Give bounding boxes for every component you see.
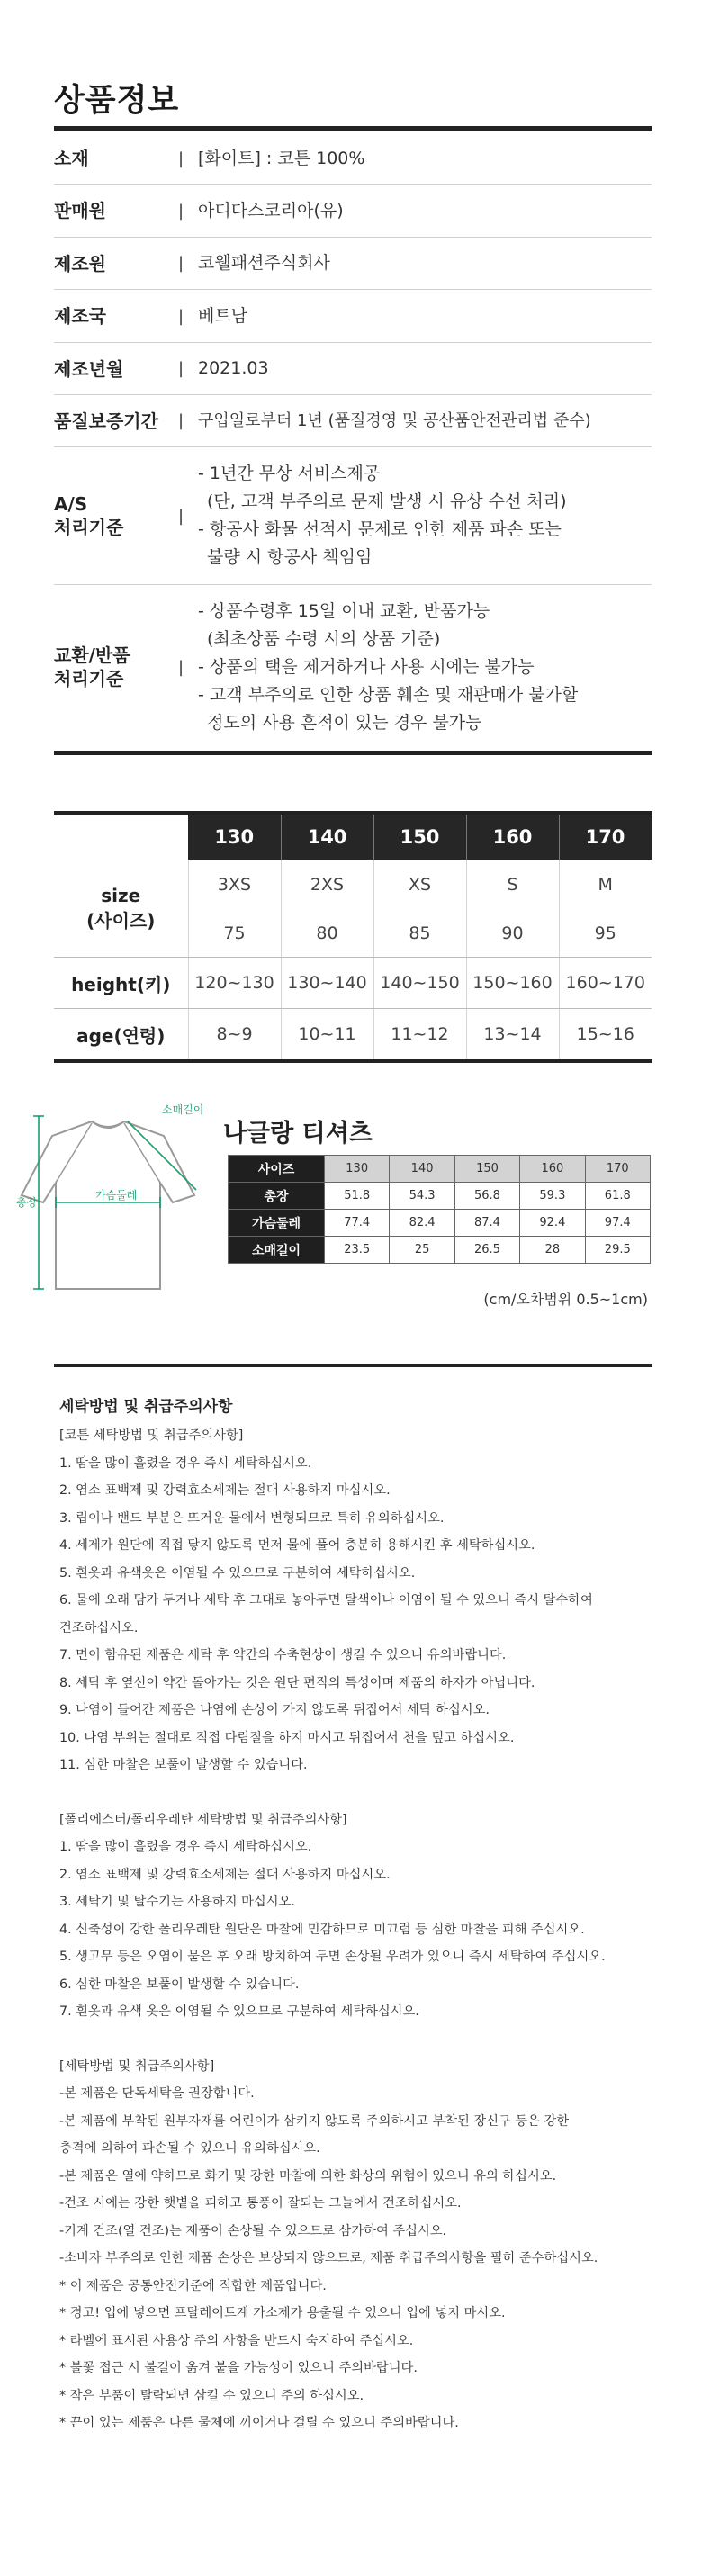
info-value: 베트남: [198, 305, 248, 326]
table-cell: 13~14: [466, 1009, 559, 1062]
measure-row-length: [229, 1183, 651, 1210]
table-cell: 95: [559, 910, 652, 958]
care-line: [세탁방법 및 취급주의사항]: [59, 2058, 215, 2074]
care-line: -본 제품은 단독세탁을 권장합니다.: [59, 2086, 255, 2101]
info-separator: |: [178, 411, 184, 430]
table-cell: 75: [188, 910, 281, 958]
care-line: 10. 나염 부위는 절대로 직접 다림질을 하지 마시고 뒤집어서 천을 덮고 하십시오.: [59, 1730, 515, 1745]
care-line: -건조 시에는 강한 햇볕을 피하고 통풍이 잘되는 그늘에서 건조하십시오.: [59, 2196, 462, 2211]
care-line: 6. 물에 오래 담가 두거나 세탁 후 그대로 놓아두면 탈색이나 이염이 될 수 있으니 즉시 탈수하여: [59, 1593, 593, 1608]
care-line: 4. 세제가 원단에 직접 닿지 않도록 먼저 물에 풀어 충분히 용해시킨 후 세탁하십시오.: [59, 1538, 536, 1553]
title-divider: [54, 126, 652, 131]
info-separator: |: [178, 201, 184, 221]
measure-header-label: 사이즈: [229, 1156, 325, 1183]
care-line: -본 제품은 열에 약하므로 화기 및 강한 마찰에 의한 화상의 위험이 있으니 유의 하십시오.: [59, 2168, 557, 2184]
table-corner: [54, 813, 188, 860]
info-label: A/S 처리기준: [54, 493, 124, 538]
chest-label: 가슴둘레: [95, 1189, 138, 1202]
info-label: 제조국: [54, 305, 106, 327]
measure-row-label: 총장: [229, 1183, 325, 1210]
page-title: 상품정보: [54, 83, 180, 119]
info-label: 품질보증기간: [54, 410, 158, 432]
measure-cell: 54.3: [390, 1183, 454, 1210]
care-cotton-list: [59, 1422, 653, 1779]
measure-cell: 97.4: [585, 1210, 650, 1237]
care-line: -소비자 부주의로 인한 제품 손상은 보상되지 않으므로, 제품 취급주의사항을 필히 준수하십시오.: [59, 2251, 598, 2265]
care-line: * 라벨에 표시된 사용상 주의 사항을 반드시 숙지하여 주십시오.: [59, 2333, 414, 2348]
tshirt-outline-icon: [22, 1121, 194, 1289]
total-length-label: 총장: [16, 1196, 38, 1209]
table-cell: S: [466, 860, 559, 910]
measure-row-label: 가슴둘레: [229, 1210, 325, 1237]
measure-size-cell: 130: [325, 1156, 390, 1183]
table-cell: 8~9: [188, 1009, 281, 1062]
measure-table: [228, 1155, 651, 1264]
info-separator: |: [178, 149, 184, 168]
info-row-manufacturer: [54, 238, 652, 289]
info-label: 소재: [54, 148, 89, 169]
measure-row-label: 소매길이: [229, 1237, 325, 1264]
care-line: 2. 염소 표백제 및 강력효소세제는 절대 사용하지 마십시오.: [59, 1867, 391, 1882]
info-separator: |: [178, 306, 184, 326]
table-cell: 15~16: [559, 1009, 652, 1062]
info-label: 제조년월: [54, 357, 124, 380]
measure-header-row: [229, 1156, 651, 1183]
size-header-cell: 170: [559, 813, 652, 860]
measure-row-sleeve: [229, 1237, 651, 1264]
table-cell: 130~140: [281, 958, 374, 1009]
measure-cell: 56.8: [454, 1183, 519, 1210]
care-line: 5. 생고무 등은 오염이 묻은 후 오래 방치하여 두면 손상될 우려가 있으니 즉시 세탁하여 주십시오.: [59, 1950, 606, 1964]
info-value: 2021.03: [198, 358, 269, 378]
age-row: [54, 1009, 652, 1062]
care-line: * 끈이 있는 제품은 다른 물체에 끼이거나 걸릴 수 있으니 주의바랍니다.: [59, 2416, 459, 2430]
care-line: 8. 세탁 후 옆선이 약간 돌아가는 것은 원단 편직의 특성이며 제품의 하자가 아닙니다.: [59, 1675, 536, 1690]
measure-cell: 61.8: [585, 1183, 650, 1210]
table-cell: 10~11: [281, 1009, 374, 1062]
section-divider: [54, 1364, 652, 1367]
care-line: * 작은 부품이 탈락되면 삼킬 수 있으니 주의 하십시오.: [59, 2388, 364, 2403]
info-row-material: [54, 133, 652, 184]
care-line: 1. 땀을 많이 흘렸을 경우 즉시 세탁하십시오.: [59, 1455, 312, 1471]
info-label: 교환/반품 처리기준: [54, 644, 130, 689]
info-row-seller: [54, 185, 652, 237]
care-line: 6. 심한 마찰은 보풀이 발생할 수 있습니다.: [59, 1977, 300, 1992]
info-row-country: [54, 290, 652, 342]
height-row: [54, 958, 652, 1009]
info-label: 제조원: [54, 252, 106, 275]
info-value: 아디다스코리아(유): [198, 200, 344, 221]
info-value: 구입일로부터 1년 (품질경영 및 공산품안전관리법 준수): [198, 411, 591, 430]
care-line: 5. 흰옷과 유색옷은 이염될 수 있으므로 구분하여 세탁하십시오.: [59, 1565, 416, 1581]
info-value: 코웰패션주식회사: [198, 253, 330, 273]
sleeve-length-label: 소매길이: [162, 1103, 204, 1116]
measure-size-cell: 140: [390, 1156, 454, 1183]
measure-cell: 29.5: [585, 1237, 650, 1264]
measure-size-cell: 150: [454, 1156, 519, 1183]
info-value: - 상품수령후 15일 이내 교환, 반품가능 (최초상품 수령 시의 상품 기준) - 상품의 택을 제거하거나 사용 시에는 불가능 - 고객 부주의로 인한 상품 훼손 및 재판매가 불가할 정도의 사용 흔적이 있는 경우 불가능: [198, 600, 579, 733]
measure-cell: 28: [520, 1237, 585, 1264]
care-heading: 세탁방법 및 취급주의사항: [59, 1398, 233, 1416]
table-cell: 3XS: [188, 860, 281, 910]
care-line: 9. 나염이 들어간 제품은 나염에 손상이 가지 않도록 뒤집어서 세탁 하십시오.: [59, 1703, 490, 1717]
table-cell: 2XS: [281, 860, 374, 910]
care-line: 11. 심한 마찰은 보풀이 발생할 수 있습니다.: [59, 1758, 308, 1772]
care-poly-list: [59, 1806, 653, 2026]
info-label: 판매원: [54, 200, 106, 221]
info-separator: |: [178, 657, 184, 677]
table-cell: 150~160: [466, 958, 559, 1009]
measure-cell: 23.5: [325, 1237, 390, 1264]
measure-row-chest: [229, 1210, 651, 1237]
info-row-exchange: [54, 585, 652, 749]
care-line: 충격에 의하여 파손될 수 있으니 유의하십시오.: [59, 2141, 320, 2156]
info-separator: |: [178, 506, 184, 526]
care-line: * 경고! 입에 넣으면 프탈레이트계 가소제가 용출될 수 있으니 입에 넣지 마시오.: [59, 2306, 506, 2320]
info-row-date: [54, 343, 652, 394]
size-table: [54, 811, 652, 1063]
measure-size-cell: 160: [520, 1156, 585, 1183]
measure-cell: 82.4: [390, 1210, 454, 1237]
care-line: -기계 건조(열 건조)는 제품이 손상될 수 있으므로 삼가하여 주십시오.: [59, 2223, 447, 2238]
info-separator: |: [178, 359, 184, 378]
table-cell: 11~12: [374, 1009, 466, 1062]
care-general-list: [59, 2053, 653, 2437]
care-line: 건조하십시오.: [59, 1620, 139, 1635]
measure-title: 나글랑 티셔츠: [223, 1120, 373, 1148]
care-line: [폴리에스터/폴리우레탄 세탁방법 및 취급주의사항]: [59, 1812, 347, 1827]
size-header-cell: 150: [374, 813, 466, 860]
table-cell: 160~170: [559, 958, 652, 1009]
care-line: 7. 흰옷과 유색 옷은 이염될 수 있으므로 구분하여 세탁하십시오.: [59, 2004, 419, 2019]
section-divider: [54, 751, 652, 755]
measure-note: (cm/오차범위 0.5~1cm): [483, 1291, 648, 1308]
measure-size-cell: 170: [585, 1156, 650, 1183]
care-line: * 불꽃 접근 시 불길이 옮겨 붙을 가능성이 있으니 주의바랍니다.: [59, 2361, 418, 2375]
size-header-cell: 130: [188, 813, 281, 860]
info-row-as: [54, 447, 652, 584]
table-cell: M: [598, 875, 613, 895]
table-cell: 80: [281, 910, 374, 958]
measure-cell: 25: [390, 1237, 454, 1264]
size-header-cell: 140: [281, 813, 374, 860]
care-instructions: [59, 1392, 653, 2437]
care-line: [코튼 세탁방법 및 취급주의사항]: [59, 1428, 244, 1443]
measure-cell: 26.5: [454, 1237, 519, 1264]
care-line: -본 제품에 부착된 원부자재를 어린이가 삼키지 않도록 주의하시고 부착된 장신구 등은 강한: [59, 2113, 570, 2129]
size-header-cell: 160: [466, 813, 559, 860]
size-row-label: size (사이즈): [54, 860, 188, 958]
size-row: [54, 860, 652, 910]
table-cell: 85: [374, 910, 466, 958]
table-cell: XS: [374, 860, 466, 910]
measure-cell: 59.3: [520, 1183, 585, 1210]
care-line: * 이 제품은 공통안전기준에 적합한 제품입니다.: [59, 2278, 327, 2293]
care-line: 4. 신축성이 강한 폴리우레탄 원단은 마찰에 민감하므로 미끄럼 등 심한 마찰을 피해 주십시오.: [59, 1922, 585, 1937]
table-cell: 120~130: [188, 958, 281, 1009]
care-line: 7. 면이 함유된 제품은 세탁 후 약간의 수축현상이 생길 수 있으니 유의바랍니다.: [59, 1648, 507, 1662]
info-row-warranty: [54, 395, 652, 446]
measure-cell: 51.8: [325, 1183, 390, 1210]
info-separator: |: [178, 254, 184, 273]
info-value: - 1년간 무상 서비스제공 (단, 고객 부주의로 문제 발생 시 유상 수선 처리) - 항공사 화물 선적시 문제로 인한 제품 파손 또는 불량 시 항공사 책임임: [198, 464, 567, 567]
care-line: 3. 립이나 밴드 부분은 뜨거운 물에서 변형되므로 특히 유의하십시오.: [59, 1510, 445, 1526]
measure-cell: 87.4: [454, 1210, 519, 1237]
table-cell: 140~150: [374, 958, 466, 1009]
measure-cell: 92.4: [520, 1210, 585, 1237]
table-cell: 90: [466, 910, 559, 958]
measure-cell: 77.4: [325, 1210, 390, 1237]
care-line: 3. 세탁기 및 탈수기는 사용하지 마십시오.: [59, 1895, 295, 1909]
age-row-label: age(연령): [54, 1009, 188, 1062]
care-line: 1. 땀을 많이 흘렸을 경우 즉시 세탁하십시오.: [59, 1840, 312, 1854]
height-row-label: height(키): [54, 958, 188, 1009]
info-value: [화이트] : 코튼 100%: [198, 148, 365, 168]
size-header-row: [54, 813, 652, 860]
care-line: 2. 염소 표백제 및 강력효소세제는 절대 사용하지 마십시오.: [59, 1483, 391, 1498]
